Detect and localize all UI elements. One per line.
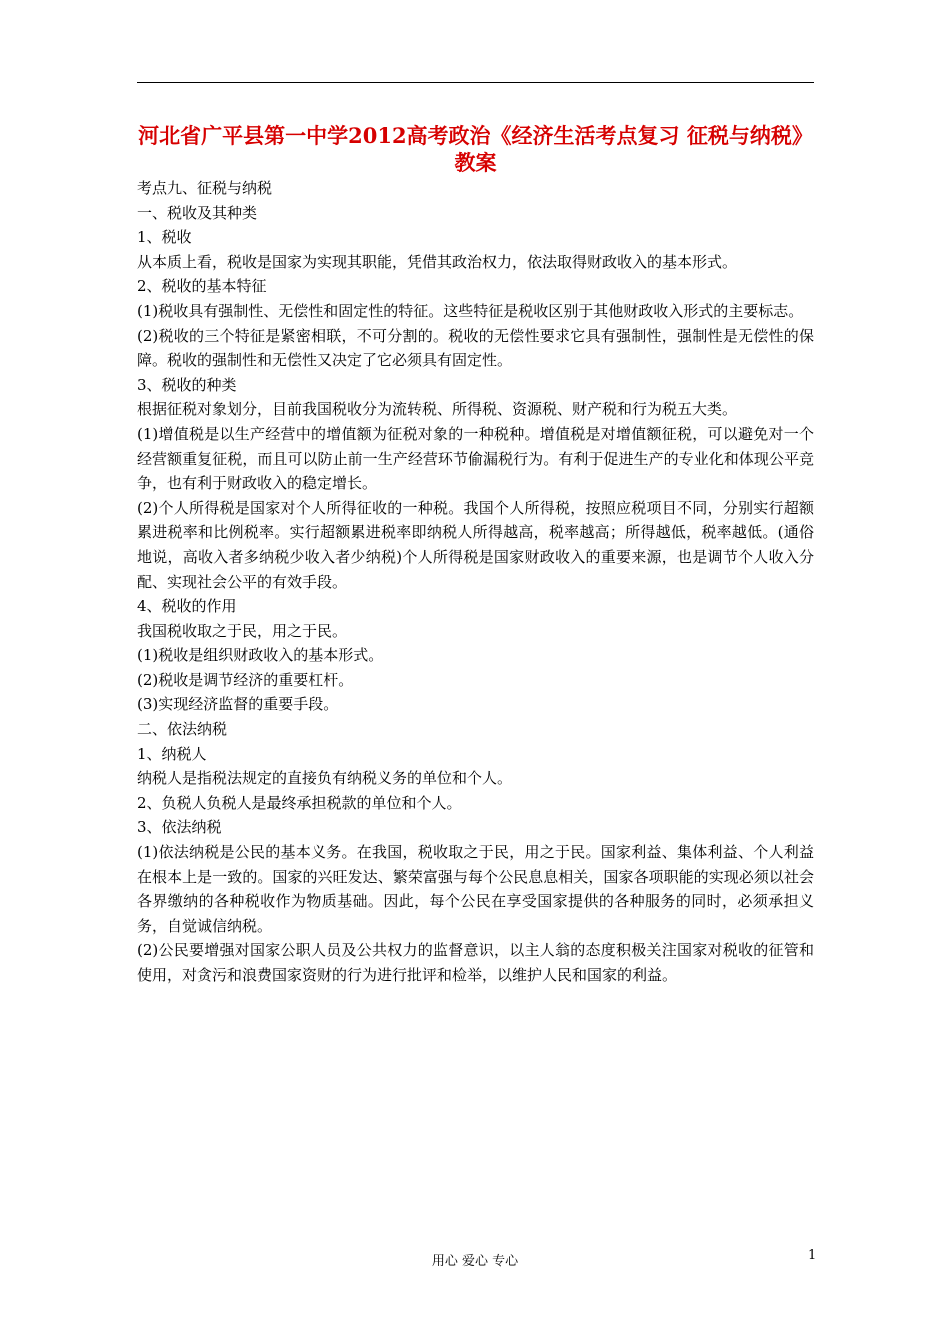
document-body: [137, 176, 814, 988]
paragraph: (2)税收是调节经济的重要杠杆。: [137, 670, 354, 689]
paragraph: (2)个人所得税是国家对个人所得征收的一种税。我国个人所得税，按照应税项目不同，分别实行超额累进税率和比例税率。实行超额累进税率即纳税人所得越高，税率越高；所得越低，税率越低。(通俗地说，高收入者多纳税少收入者少纳税)个人所得税是国家财政收入的重要来源，也是调节个人收入分配、实现社会公平的有效手段。: [137, 498, 814, 591]
paragraph: (1)增值税是以生产经营中的增值额为征税对象的一种税种。增值税是对增值额征税，可以避免对一个经营额重复征税，而且可以防止前一生产经营环节偷漏税行为。有利于促进生产的专业化和体现公平竞争，也有利于财政收入的稳定增长。: [137, 424, 814, 493]
paragraph: (1)依法纳税是公民的基本义务。在我国，税收取之于民，用之于民。国家利益、集体利益、个人利益在根本上是一致的。国家的兴旺发达、繁荣富强与每个公民息息相关，国家各项职能的实现必须以社会各界缴纳的各种税收作为物质基础。因此，每个公民在享受国家提供的各种服务的同时，必须承担义务，自觉诚信纳税。: [137, 843, 814, 935]
document-title: 河北省广平县第一中学2012高考政治《经济生活考点复习 征税与纳税》教案: [138, 123, 813, 175]
paragraph: 我国税收取之于民，用之于民。: [137, 621, 348, 640]
paragraph: (3)实现经济监督的重要手段。: [137, 695, 339, 714]
paragraph: 4、税收的作用: [137, 597, 237, 616]
paragraph: 纳税人是指税法规定的直接负有纳税义务的单位和个人。: [137, 769, 513, 788]
paragraph: 3、依法纳税: [137, 818, 222, 837]
paragraph: 2、税收的基本特征: [137, 277, 267, 296]
paragraph: 根据征税对象划分，目前我国税收分为流转税、所得税、资源税、财产税和行为税五大类。: [137, 400, 738, 419]
paragraph: 从本质上看，税收是国家为实现其职能，凭借其政治权力，依法取得财政收入的基本形式。: [137, 252, 738, 271]
paragraph: 二、依法纳税: [137, 720, 228, 739]
paragraph: (1)税收是组织财政收入的基本形式。: [137, 646, 384, 665]
paragraph: 1、纳税人: [137, 744, 207, 763]
paragraph: 1、税收: [137, 228, 192, 247]
paragraph: (2)税收的三个特征是紧密相联，不可分割的。税收的无偿性要求它具有强制性，强制性是无偿性的保障。税收的强制性和无偿性又决定了它必须具有固定性。: [137, 326, 814, 370]
header-rule: [137, 82, 814, 83]
paragraph: (1)税收具有强制性、无偿性和固定性的特征。这些特征是税收区别于其他财政收入形式的主要标志。: [137, 301, 804, 320]
paragraph: 考点九、征税与纳税: [137, 179, 273, 197]
footer-slogan: 用心 爱心 专心: [431, 1254, 519, 1269]
paragraph: 一、税收及其种类: [137, 203, 258, 222]
paragraph: 3、税收的种类: [137, 375, 237, 394]
paragraph: (2)公民要增强对国家公职人员及公共权力的监督意识，以主人翁的态度积极关注国家对税收的征管和使用，对贪污和浪费国家资财的行为进行批评和检举，以维护人民和国家的利益。: [137, 941, 814, 984]
page-number: 1: [808, 1248, 817, 1263]
paragraph: 2、负税人负税人是最终承担税款的单位和个人。: [137, 793, 462, 812]
